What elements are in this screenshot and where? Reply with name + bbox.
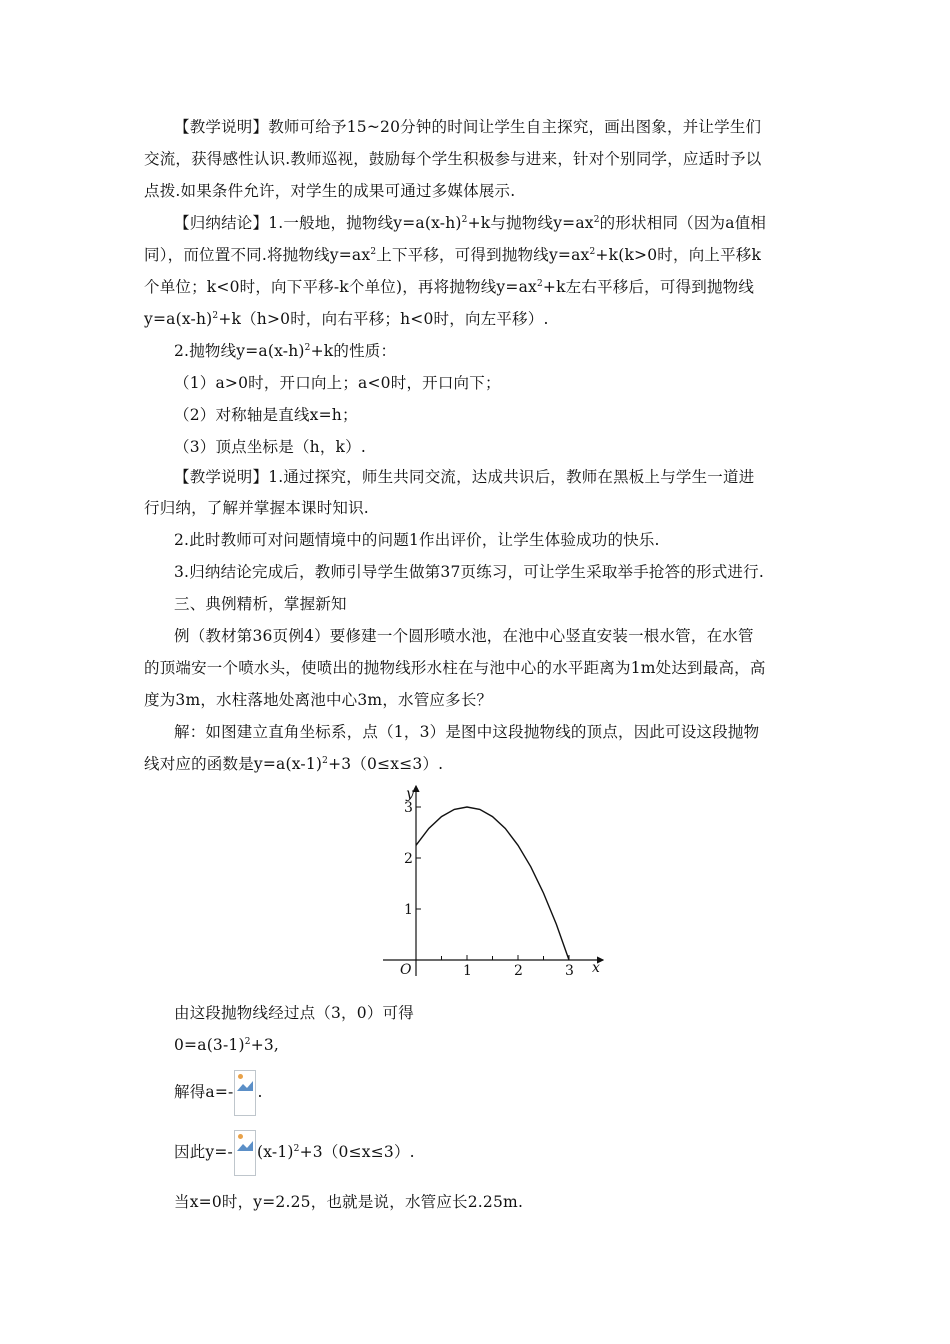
x-tick-label: 3 xyxy=(565,963,574,979)
text-line: 因此y=- $(x-1)^2+3(0\le x\le 3)$. xyxy=(174,1130,844,1176)
text-line: 3.归纳结论完成后，教师引导学生做第37页练习，可让学生采取举手抢答的形式进行. xyxy=(174,563,764,581)
text-line: 度为3m，水柱落地处离池中心3m，水管应多长？ xyxy=(144,691,493,709)
text-line: 【教学说明】教师可给予15~20分钟的时间让学生自主探究，画出图象，并让学生们 xyxy=(174,118,762,136)
fraction-image-icon xyxy=(234,1130,256,1176)
x-tick-label: 2 xyxy=(514,963,523,979)
x-axis-label: x xyxy=(592,960,600,976)
text-line: 例（教材第36页例4）要修建一个圆形喷水池，在池中心竖直安装一根水管，在水管 xyxy=(174,627,754,645)
text-line: $0=a(3-1)^2+3$, xyxy=(174,1036,280,1054)
text-line: 交流，获得感性认识.教师巡视，鼓励每个学生积极参与进来，针对个别同学，应适时予以 xyxy=(144,150,762,168)
text-line: 【教学说明】1.通过探究，师生共同交流，达成共识后，教师在黑板上与学生一道进 xyxy=(174,468,755,486)
text-line: 2.此时教师可对问题情境中的问题1作出评价，让学生体验成功的快乐. xyxy=(174,531,660,549)
text-line: 当x=0时，y=2.25，也就是说，水管应长2.25m. xyxy=(174,1193,524,1211)
origin-label: O xyxy=(400,962,412,978)
text-line: （2）对称轴是直线x=h； xyxy=(174,406,358,424)
text-line: 点拨.如果条件允许，对学生的成果可通过多媒体展示. xyxy=(144,182,516,200)
section-heading: 三、典例精析，掌握新知 xyxy=(174,595,347,613)
parabola-curve xyxy=(416,807,569,960)
text-line: 行归纳，了解并掌握本课时知识. xyxy=(144,499,369,517)
text-line: 同），而位置不同.将抛物线$y=ax^2$上下平移，可得到抛物线$y=ax^2+k(k>0$时，向上平移k xyxy=(144,246,762,264)
y-tick-label: 3 xyxy=(404,800,413,816)
text-line: 【归纳结论】1.一般地，抛物线$y=a(x-h)^2+k$与抛物线$y=ax^2$的形状相同（因为a值相 xyxy=(174,214,767,232)
y-tick-label: 1 xyxy=(404,902,413,918)
y-tick-label: 2 xyxy=(404,851,413,867)
text-line: 由这段抛物线经过点（3，0）可得 xyxy=(174,1004,414,1022)
text-line: （1）a>0时，开口向上；a<0时，开口向下； xyxy=(174,374,501,392)
text-line: 2.抛物线$y=a(x-h)^2+k$的性质： xyxy=(174,342,397,360)
text-line: 的顶端安一个喷水头，使喷出的抛物线形水柱在与池中心的水平距离为1m处达到最高，高 xyxy=(144,659,766,677)
text-line: 个单位；k<0时，向下平移-k个单位)，再将抛物线$y=ax^2+k$左右平移后，可得到抛物线 xyxy=(144,278,755,296)
text-line: $y=a(x-h)^2+k(h>0$时，向右平移；h<0时，向左平移）. xyxy=(144,310,549,328)
text-line: 解得a=- . xyxy=(174,1070,844,1116)
text-line: 线对应的函数是$y=a(x-1)^2+3(0\le x\le 3)$. xyxy=(144,755,444,773)
text-line: 解：如图建立直角坐标系，点（1，3）是图中这段抛物线的顶点，因此可设这段抛物 xyxy=(174,723,760,741)
x-tick-label: 1 xyxy=(463,963,472,979)
fraction-image-icon xyxy=(234,1070,256,1116)
y-axis-label: y xyxy=(406,786,414,802)
text-line: （3）顶点坐标是（h，k）. xyxy=(174,438,366,456)
parabola-chart xyxy=(378,780,608,980)
